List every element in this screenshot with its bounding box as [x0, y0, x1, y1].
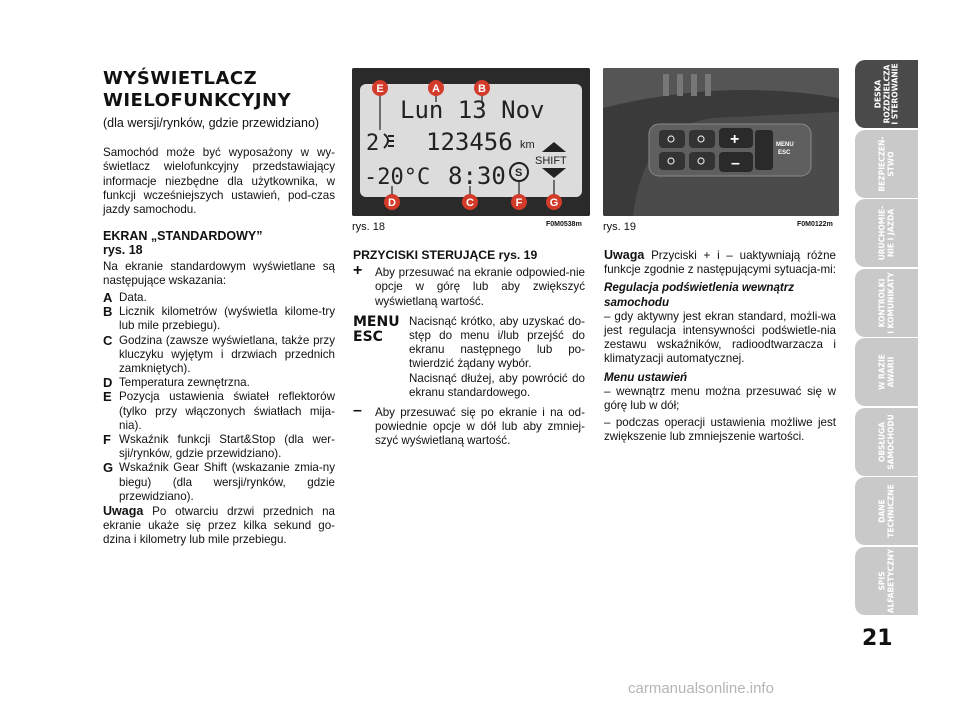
indicator-item: [103, 291, 335, 305]
figure-label-letter: D: [388, 197, 396, 209]
left-note-text: Po otwarciu drzwi przednich na ekranie ukaże się przez kilka sekund go-dzina i kilometry lub mile przebiegu.: [103, 505, 335, 547]
chapter-tab[interactable]: [855, 547, 918, 615]
lcd-headlamp-level: 2: [366, 131, 380, 156]
indicator-letter: D: [103, 375, 113, 391]
lcd-temperature: -20°C: [364, 165, 431, 190]
section-subtitle: (dla wersji/rynków, gdzie przewidziano): [103, 116, 320, 130]
lighting-text: – gdy aktywny jest ekran standard, możli-wa jest regulacja intensywności podświetle-nia zestawu wskaźników, radioodtwarzacza i klimatyzacji automatycznej.: [604, 309, 836, 366]
lcd-km: km: [520, 139, 535, 151]
section-title-line2: WIELOFUNKCYJNY: [103, 90, 292, 111]
menu-symbol: MENU: [353, 313, 400, 330]
multifunction-display-illustration: [352, 68, 590, 216]
menu-esc-symbol: [353, 315, 400, 345]
indicator-item: [103, 305, 335, 333]
middle-column: [353, 248, 585, 449]
lcd-time: 8:30: [448, 162, 506, 190]
page-number: 21: [862, 626, 893, 651]
indicator-item: [103, 390, 335, 433]
menu-label: MENU: [776, 142, 794, 148]
lcd-odometer: 123456: [426, 128, 513, 156]
control-buttons-illustration: [603, 68, 839, 216]
lighting-heading: Regulacja podświetlenia wewnątrz samochodu: [604, 281, 795, 309]
right-note-label: Uwaga: [604, 248, 645, 262]
right-column: [604, 248, 836, 445]
esc-label: ESC: [778, 150, 791, 156]
indicator-text: Licznik kilometrów (wyświetla kilome-try lub mile przebiegu).: [119, 305, 335, 333]
indicator-text: Temperatura zewnętrzna.: [119, 376, 250, 390]
indicator-letter: E: [103, 389, 112, 405]
indicator-text: Godzina (zawsze wyświetlana, także przy kluczyku wyjętym i drzwiach przednich zamkniętych).: [119, 333, 335, 376]
menu-text-short: Nacisnąć krótko, aby uzyskać do-stęp do menu i/lub przejść do ekranu następnego lub po-twierdzić żądany wybór.: [409, 314, 585, 371]
indicator-item: [103, 376, 335, 390]
figure-18-display: [352, 68, 590, 216]
watermark: carmanualsonline.info: [628, 680, 774, 697]
settings-text-2: – podczas operacji ustawienia możliwe jest zwiększenie lub zmniejszenie wartości.: [604, 416, 836, 444]
lcd-shift: SHIFT: [535, 155, 567, 167]
intro-paragraph: Samochód może być wyposażony w wy-świetlacz wielofunkcyjny przedstawiający informacje niezbędne dla użytkownika, w funkcji wcześniejszych ustawień, pod-czas jazdy samochodu.: [103, 146, 335, 217]
plus-button-label: +: [730, 131, 740, 148]
minus-text: Aby przesuwać się po ekranie i na od-powiednie opcje w dół lub aby zmniej-szyć wyświetlaną wartość.: [375, 406, 585, 448]
screen-heading-ref: rys. 18: [103, 243, 143, 258]
plus-description: [353, 262, 585, 309]
plus-text: Aby przesuwać na ekranie odpowied-nie opcje w górę lub aby zwiększyć wyświetlaną wartość.: [375, 266, 585, 308]
left-column: [103, 68, 335, 548]
chapter-tab[interactable]: [855, 269, 918, 337]
figure-label-letter: B: [478, 83, 486, 95]
indicator-item: [103, 334, 335, 377]
indicator-letter: G: [103, 460, 114, 476]
figure-label-letter: E: [376, 83, 384, 95]
figure-label-letter: C: [466, 197, 474, 209]
indicator-text: Data.: [119, 291, 147, 305]
rear-fog-button[interactable]: [659, 152, 685, 170]
indicator-letter: A: [103, 290, 113, 306]
chapter-tab-label: URUCHOMIE- NIE I JAZDA: [877, 205, 895, 261]
figure-label-letter: G: [549, 197, 559, 209]
chapter-tab[interactable]: [855, 130, 918, 198]
chapter-tab-label: W RAZIE AWARII: [877, 354, 895, 390]
menu-description: [353, 315, 585, 400]
minus-button-label: –: [731, 155, 740, 172]
figure-label-letter: A: [432, 83, 440, 95]
figure-19-caption: rys. 19: [603, 221, 637, 233]
plus-symbol: +: [353, 262, 363, 280]
left-note: [103, 504, 335, 548]
indicator-text: Wskaźnik Gear Shift (wskazanie zmia-ny biegu) (dla wersji/rynków, gdzie przewidziano).: [119, 461, 335, 503]
chapter-tab[interactable]: [855, 60, 918, 128]
light-button-1[interactable]: [689, 130, 715, 148]
settings-text-1: – wewnątrz menu można przesuwać się w górę lub w dół;: [604, 384, 836, 413]
chapter-tab-label: DANE TECHNICZNE: [877, 484, 895, 538]
menu-text-long: Nacisnąć dłużej, aby powrócić do ekranu standardowego.: [409, 371, 585, 399]
buttons-heading: PRZYCISKI STERUJĄCE rys. 19: [353, 248, 538, 262]
chapter-tab[interactable]: [855, 477, 918, 545]
figure-19-controls: [603, 68, 839, 216]
indicator-item: [103, 461, 335, 504]
indicator-letter: B: [103, 304, 113, 320]
left-note-label: Uwaga: [103, 504, 144, 519]
figure-19-code: F0M0122m: [797, 221, 833, 228]
section-title-line1: WYŚWIETLACZ: [103, 68, 258, 89]
chapter-tab-label: DESKA ROZDZIELCZA I STEROWANIE: [872, 63, 899, 125]
chapter-tab-label: SPIS ALFABETYCZNY: [877, 548, 895, 613]
right-note-text: Przyciski + i – uaktywniają różne funkcje zgodnie z następującymi sytuacja-mi:: [604, 249, 836, 277]
chapter-tab-label: BEZPIECZEŃ- STWO: [877, 135, 895, 192]
indicator-item: [103, 433, 335, 461]
minus-description: [353, 402, 585, 449]
light-button-2[interactable]: [689, 152, 715, 170]
chapter-tab-label: KONTROLKI I KOMUNIKATY: [877, 271, 895, 334]
settings-heading: Menu ustawień: [604, 370, 688, 384]
screen-intro: Na ekranie standardowym wyświetlane są następujące wskazania:: [103, 259, 335, 287]
indicator-text: Wskaźnik funkcji Start&Stop (dla wer-sji/rynków, gdzie przewidziano).: [119, 433, 335, 461]
chapter-tab[interactable]: [855, 408, 918, 476]
menu-esc-button[interactable]: [755, 130, 773, 170]
screen-heading: EKRAN „STANDARDOWY”: [103, 229, 263, 244]
fog-light-button[interactable]: [659, 130, 685, 148]
indicator-text: Pozycja ustawienia świateł reflektorów (tylko przy włączonych światłach mija-nia).: [119, 390, 335, 432]
lcd-date: Lun 13 Nov: [400, 96, 545, 124]
right-note: [604, 248, 836, 277]
chapter-tab-label: OBSŁUGA SAMOCHODU: [877, 413, 895, 470]
indicator-letter: C: [103, 332, 113, 348]
indicator-list: [103, 291, 335, 504]
minus-symbol: –: [353, 402, 362, 420]
figure-18-code: F0M0538m: [546, 221, 582, 228]
chapter-tab[interactable]: [855, 199, 918, 267]
esc-symbol: ESC: [353, 328, 383, 345]
start-stop-letter: S: [515, 167, 523, 179]
chapter-tab[interactable]: [855, 338, 918, 406]
figure-label-letter: F: [515, 197, 523, 209]
indicator-letter: F: [103, 432, 111, 448]
figure-18-caption: rys. 18: [352, 221, 386, 233]
